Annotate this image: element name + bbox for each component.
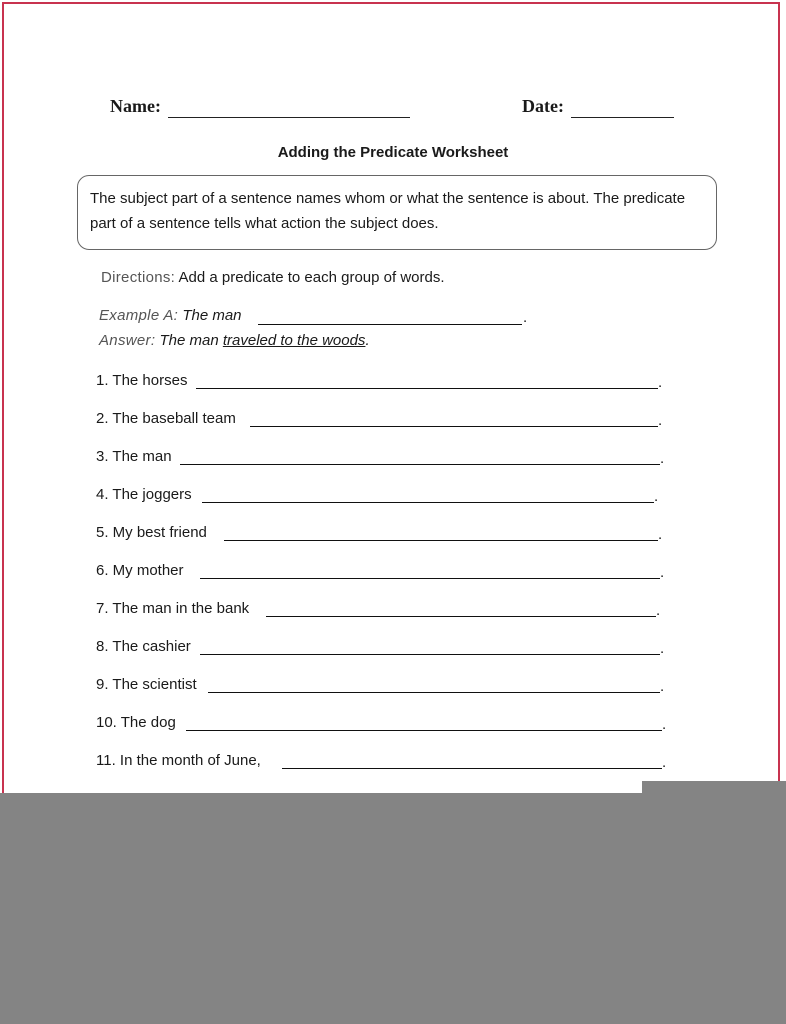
item-2: 2. The baseball team <box>96 410 236 427</box>
item-8-blank <box>200 654 660 655</box>
definition-text: The subject part of a sentence names whom or what the sentence is about. The predicate part of a sentence tells what action the subject does. <box>90 190 686 232</box>
date-label: Date: <box>522 96 564 116</box>
item-9-blank <box>208 692 660 693</box>
item-7: 7. The man in the bank <box>96 600 250 617</box>
answer-predicate: traveled to the woods <box>222 332 366 349</box>
item-3-blank <box>180 464 660 465</box>
item-4-blank <box>202 502 654 503</box>
item-10-period: . <box>662 716 667 733</box>
item-10: 10. The dog <box>96 714 176 731</box>
item-2-period: . <box>658 412 663 429</box>
item-5-period: . <box>658 526 663 543</box>
item-4-period: . <box>654 488 659 505</box>
item-7-period: . <box>656 602 661 619</box>
item-5-blank <box>224 540 658 541</box>
item-3: 3. The man <box>96 448 172 465</box>
item-6-period: . <box>660 564 665 581</box>
answer-label: Answer: <box>99 332 156 349</box>
item-1: 1. The horses <box>96 372 188 389</box>
item-11: 11. In the month of June, <box>96 752 261 769</box>
example-blank <box>258 324 522 325</box>
example-period: . <box>523 309 528 326</box>
example-prompt: The man <box>182 307 242 324</box>
item-11-blank <box>282 768 662 769</box>
gray-overlay-panel <box>0 793 786 1024</box>
item-6-blank <box>200 578 660 579</box>
item-8: 8. The cashier <box>96 638 191 655</box>
definition-box <box>77 175 717 250</box>
directions-line <box>101 269 445 286</box>
answer-period: . <box>365 332 370 349</box>
answer-subject: The man <box>159 332 219 349</box>
item-11-period: . <box>662 754 667 771</box>
example-line <box>99 307 242 324</box>
item-2-blank <box>250 426 658 427</box>
item-10-blank <box>186 730 662 731</box>
directions-text: Add a predicate to each group of words. <box>178 269 445 286</box>
item-7-blank <box>266 616 656 617</box>
name-label: Name: <box>110 96 161 116</box>
date-blank <box>571 117 674 118</box>
directions-label: Directions: <box>101 269 176 286</box>
item-3-period: . <box>660 450 665 467</box>
item-4: 4. The joggers <box>96 486 192 503</box>
item-5: 5. My best friend <box>96 524 207 541</box>
item-9: 9. The scientist <box>96 676 197 693</box>
answer-line <box>99 332 370 349</box>
item-8-period: . <box>660 640 665 657</box>
item-6: 6. My mother <box>96 562 184 579</box>
item-1-blank <box>196 388 658 389</box>
example-label: Example A: <box>99 307 179 324</box>
item-1-period: . <box>658 374 663 391</box>
worksheet-title: Adding the Predicate Worksheet <box>277 144 509 161</box>
item-9-period: . <box>660 678 665 695</box>
name-blank <box>168 117 410 118</box>
